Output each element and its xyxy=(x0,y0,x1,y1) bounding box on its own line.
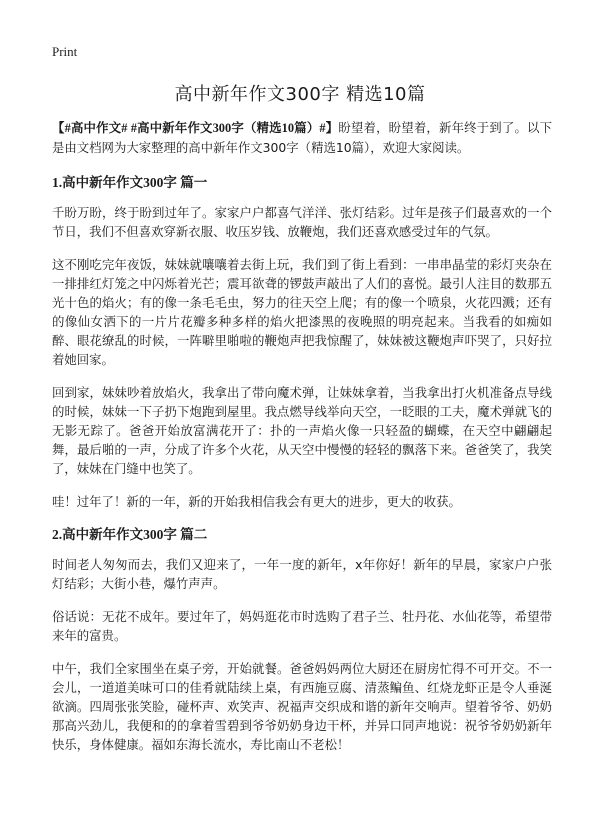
paragraph: 回到家，妹妹吵着放焰火，我拿出了带向魔术弹，让妹妹拿着，当我拿出打火机准备点导线的时候，妹妹一下子扔下炮跑到屋里。我点燃导线举向天空，一眨眼的工夫，魔术弹就飞的无影无踪了。爸爸开始放富满花开了：扑的一声焰火像一只轻盈的蝴蝶，在天空中翩翩起舞，最后啪的一声，分成了许多个火花，从天空中慢慢的轻轻的飘落下来。爸爸笑了，我笑了，妹妹在门缝中也笑了。 xyxy=(52,385,552,476)
print-link[interactable]: Print xyxy=(52,44,78,59)
section-heading: 1.高中新年作文300字 篇一 xyxy=(52,175,208,190)
intro-text: 盼望着，盼望着，新年终于到了。以下是由文档网为大家整理的高中新年作文300字（精选10篇），欢迎大家阅读。 xyxy=(52,120,553,155)
intro-tag: 【#高中作文# #高中新年作文300字（精选10篇）#】 xyxy=(52,121,339,135)
paragraph: 这不刚吃完年夜饭，妹妹就嚷嚷着去街上玩，我们到了街上看到：一串串晶莹的彩灯夹杂在一排排红灯笼之中闪烁着光芒；震耳欲聋的锣鼓声敲出了人们的喜悦。最引人注目的数那五光十色的焰火；有的像一条毛毛虫，努力的往天空上爬；有的像一个喷泉，火花四溅；还有的像仙女洒下的一片片花瓣多种多样的焰火把漆黑的夜晚照的明亮起来。当我看的如痴如醉、眼花缭乱的时候，一阵噼里啪啦的鞭炮声把我惊醒了，妹妹被这鞭炮声吓哭了，只好拉着她回家。 xyxy=(52,257,552,367)
section-2 xyxy=(52,525,552,754)
paragraph: 哇！过年了！新的一年，新的开始我相信我会有更大的进步，更大的收获。 xyxy=(52,494,461,509)
paragraph: 中午，我们全家围坐在桌子旁，开始就餐。爸爸妈妈两位大厨还在厨房忙得不可开交。不一会儿，一道道美味可口的佳肴就陆续上桌，有西施豆腐、清蒸鳊鱼、红烧龙虾正是令人垂涎欲滴。四周张张笑脸，碰杯声、欢笑声、祝福声交织成和谐的新年交响声。望着爷爷、奶奶那高兴劲儿，我便和的的拿着雪碧到爷爷奶奶身边干杯，并异口同声地说：祝爷爷奶奶新年快乐，身体健康。福如东海长流水，寿比南山不老松！ xyxy=(52,661,552,752)
document-title: 高中新年作文300字 精选10篇 xyxy=(174,84,426,105)
section-heading: 2.高中新年作文300字 篇二 xyxy=(52,527,208,542)
intro-paragraph xyxy=(52,118,552,157)
section-1 xyxy=(52,173,552,511)
paragraph: 时间老人匆匆而去，我们又迎来了，一年一度的新年，x年你好！新年的早晨，家家户户张灯结彩；大街小巷，爆竹声声。 xyxy=(52,557,552,591)
document-body xyxy=(52,118,552,768)
paragraph: 千盼万盼，终于盼到过年了。家家户户都喜气洋洋、张灯结彩。过年是孩子们最喜欢的一个节日，我们不但喜欢穿新衣服、收压岁钱、放鞭炮，我们还喜欢感受过年的气氛。 xyxy=(52,205,552,239)
paragraph: 俗话说：无花不成年。要过年了，妈妈逛花市时选购了君子兰、牡丹花、水仙花等，希望带来年的富贵。 xyxy=(52,609,552,643)
